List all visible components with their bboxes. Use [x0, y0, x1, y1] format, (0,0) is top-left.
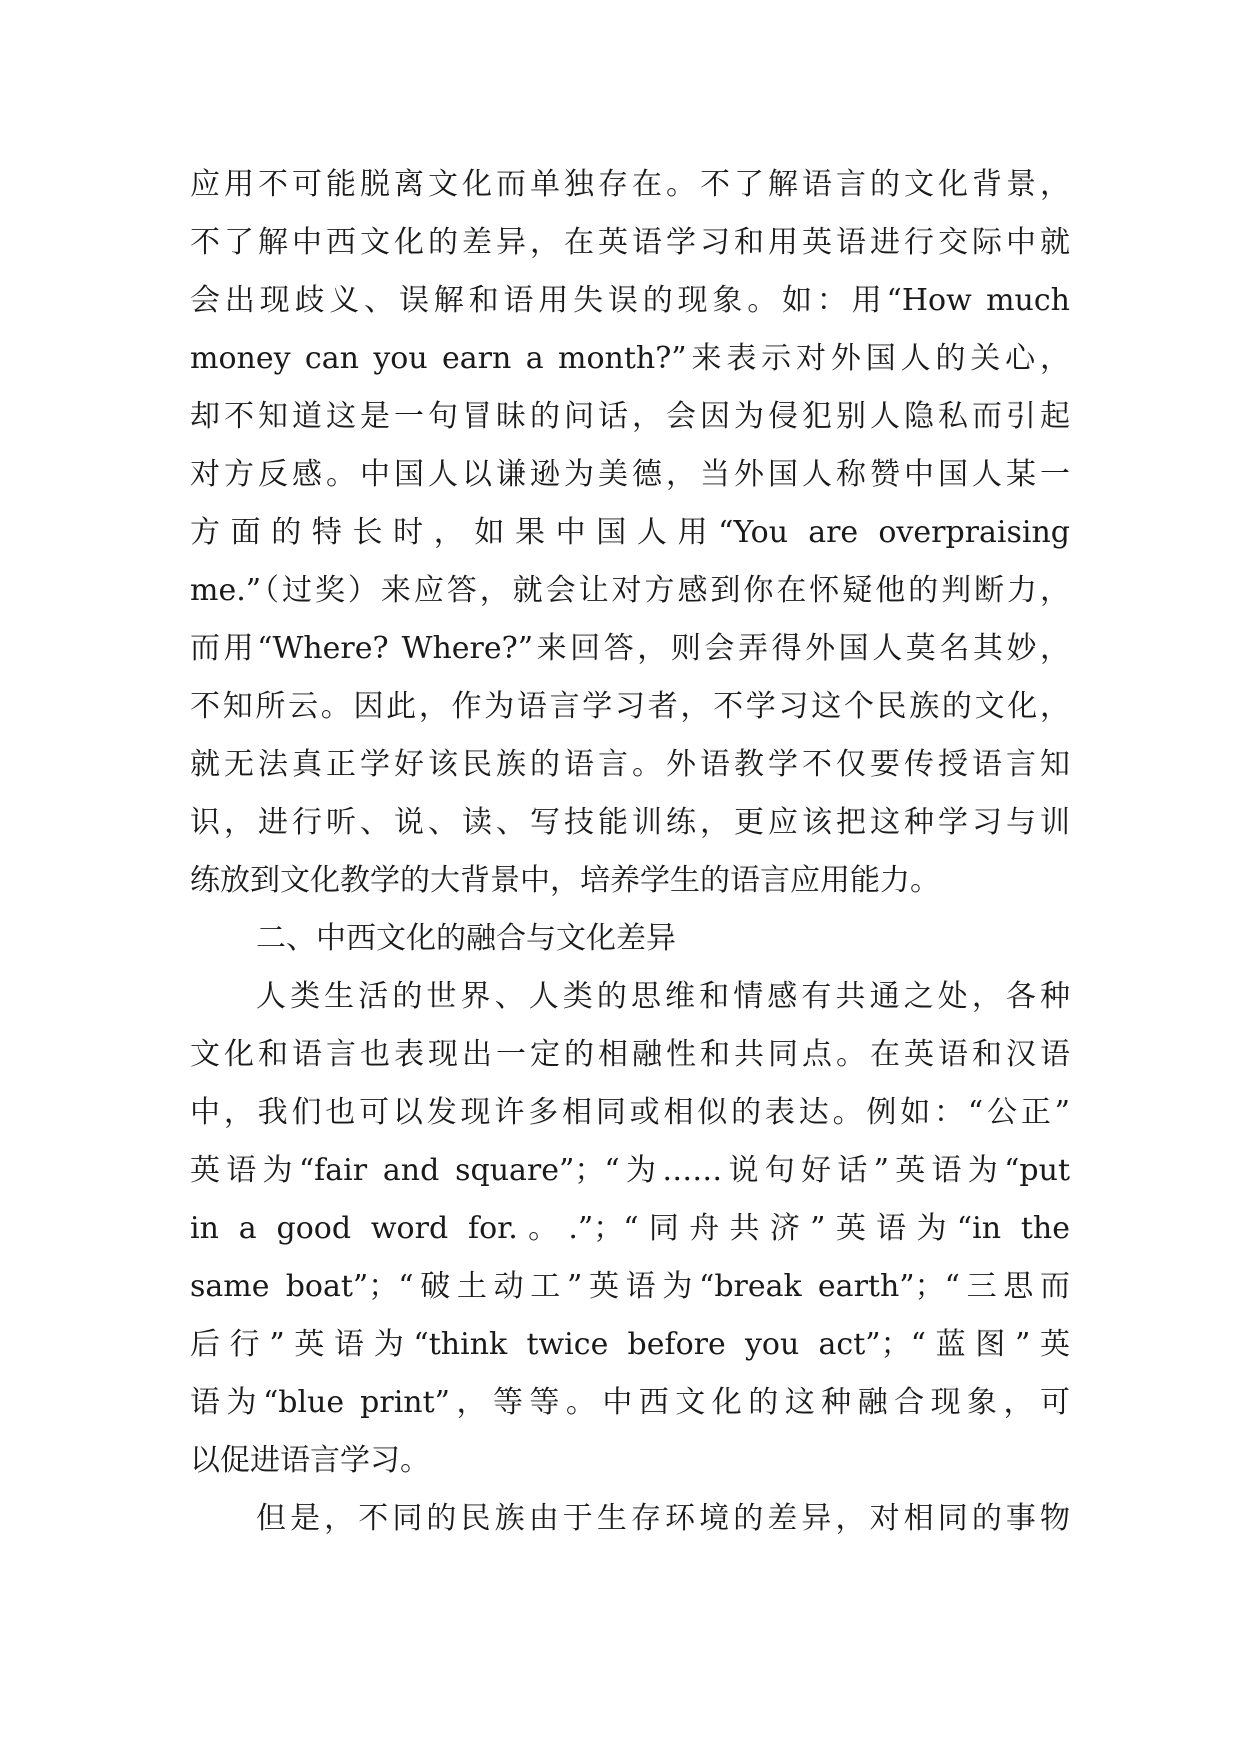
text-line: same boat”；“破土动工”英语为“break earth”；“三思而: [190, 1269, 1070, 1304]
text-line: 而用“Where? Where?”来回答，则会弄得外国人莫名其妙，: [190, 631, 1070, 666]
text-line: 就无法真正学好该民族的语言。外语教学不仅要传授语言知: [190, 747, 1070, 782]
section-heading: 二、中西文化的融合与文化差异: [256, 921, 676, 956]
text-line: 会出现歧义、误解和语用失误的现象。如：用“How much: [190, 283, 1070, 318]
text-line: 以促进语言学习。: [190, 1443, 430, 1478]
text-line: 却不知道这是一句冒昧的问话，会因为侵犯别人隐私而引起: [190, 399, 1070, 434]
text-line: me.”（过奖）来应答，就会让对方感到你在怀疑他的判断力，: [190, 573, 1070, 608]
text-line: 不了解中西文化的差异，在英语学习和用英语进行交际中就: [190, 225, 1070, 260]
text-line: 中，我们也可以发现许多相同或相似的表达。例如：“公正”: [190, 1095, 1070, 1130]
text-line: 对方反感。中国人以谦逊为美德，当外国人称赞中国人某一: [190, 457, 1070, 492]
text-line: 应用不可能脱离文化而单独存在。不了解语言的文化背景，: [190, 167, 1070, 202]
body-text: [190, 156, 1070, 1548]
text-line: in a good word for.。.”；“同舟共济”英语为“in the: [190, 1211, 1070, 1246]
text-line: 练放到文化教学的大背景中，培养学生的语言应用能力。: [190, 863, 940, 898]
text-line: 后行”英语为“think twice before you act”；“蓝图”英: [190, 1327, 1070, 1362]
text-line: 不知所云。因此，作为语言学习者，不学习这个民族的文化，: [190, 689, 1070, 724]
text-line: 但是，不同的民族由于生存环境的差异，对相同的事物: [256, 1501, 1070, 1536]
text-line: 识，进行听、说、读、写技能训练，更应该把这种学习与训: [190, 805, 1070, 840]
text-line: 人类生活的世界、人类的思维和情感有共通之处，各种: [256, 979, 1070, 1014]
text-line: money can you earn a month?”来表示对外国人的关心，: [190, 341, 1070, 376]
text-line: 英语为“fair and square”；“为……说句好话”英语为“put: [190, 1153, 1070, 1188]
text-line: 文化和语言也表现出一定的相融性和共同点。在英语和汉语: [190, 1037, 1070, 1072]
text-line: 方面的特长时，如果中国人用“You are overpraising: [190, 515, 1070, 550]
text-line: 语为“blue print”，等等。中西文化的这种融合现象，可: [190, 1385, 1070, 1420]
